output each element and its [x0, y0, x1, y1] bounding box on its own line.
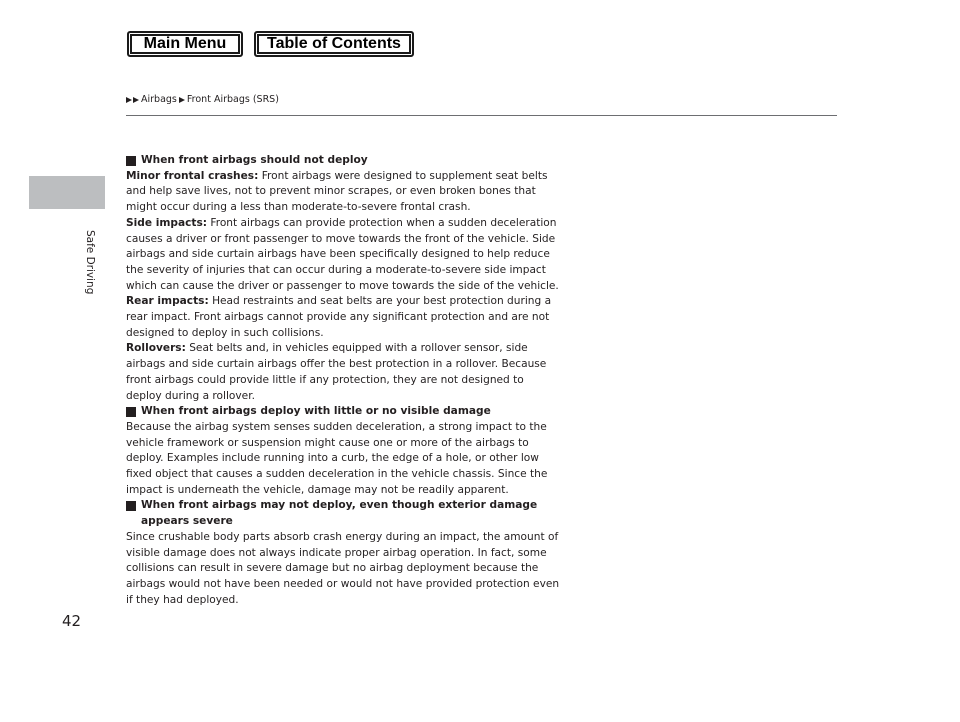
section-heading: When front airbags may not deploy, even though exterior damage appears severe — [126, 498, 562, 529]
section-tab — [29, 176, 105, 209]
section-heading: When front airbags deploy with little or no visible damage — [126, 404, 562, 420]
paragraph-rear-impacts: Rear impacts: Head restraints and seat belts are your best protection during a rear impact. Front airbags cannot provide any significant protection and are not designed to deploy in such collisions. — [126, 295, 552, 339]
section-label: Safe Driving — [84, 230, 96, 295]
main-content — [126, 153, 562, 608]
paragraph-side-impacts: Side impacts: Front airbags can provide protection when a sudden deceleration causes a driver or front passenger to move towards the front of the vehicle. Side airbags and side curtain airbags have been specifically designed to help reduce the severity of injuries that can occur during a moderate-to-severe side impact which can cause the driver or passenger to move towards the side of the vehicle. — [126, 216, 559, 292]
term-label: Rear impacts: — [126, 295, 209, 308]
breadcrumb-arrow-icon — [179, 97, 185, 103]
main-menu-button[interactable]: Main Menu — [127, 31, 243, 57]
square-bullet-icon — [126, 156, 136, 166]
breadcrumb-arrow-icon — [126, 97, 132, 103]
term-label: Minor frontal crashes: — [126, 169, 259, 182]
table-of-contents-button[interactable]: Table of Contents — [254, 31, 414, 57]
square-bullet-icon — [126, 407, 136, 417]
paragraph-minor-frontal: Minor frontal crashes: Front airbags were designed to supplement seat belts and help save lives, not to prevent minor scrapes, or even broken bones that might occur during a less than moderate-to-severe frontal crash. — [126, 169, 548, 214]
breadcrumb-item-front-airbags[interactable]: Front Airbags (SRS) — [186, 94, 279, 105]
header-divider — [126, 115, 837, 116]
breadcrumb — [126, 94, 281, 105]
page-number: 42 — [62, 612, 82, 630]
paragraph-little-damage: Because the airbag system senses sudden deceleration, a strong impact to the vehicle framework or suspension might cause one or more of the airbags to deploy. Examples include running into a curb, the edge of a hole, or other low fixed object that causes a sudden deceleration in the vehicle chassis. Since the impact is underneath the vehicle, damage may not be readily apparent. — [126, 420, 548, 496]
square-bullet-icon — [126, 501, 136, 511]
breadcrumb-arrow-icon — [133, 97, 139, 103]
paragraph-severe-damage: Since crushable body parts absorb crash energy during an impact, the amount of visible damage does not always indicate proper airbag operation. In fact, some collisions can result in severe damage but no airbag deployment because the airbags would not have been needed or would not have provided protection even if they had deployed. — [126, 530, 560, 606]
section-heading: When front airbags should not deploy — [126, 153, 562, 169]
paragraph-rollovers: Rollovers: Seat belts and, in vehicles equipped with a rollover sensor, side airbags and side curtain airbags offer the best protection in a rollover. Because front airbags could provide little if any protection, they are not designed to deploy during a rollover. — [126, 342, 547, 402]
breadcrumb-item-airbags[interactable]: Airbags — [141, 94, 177, 105]
term-label: Rollovers: — [126, 342, 186, 355]
term-label: Side impacts: — [126, 216, 208, 229]
